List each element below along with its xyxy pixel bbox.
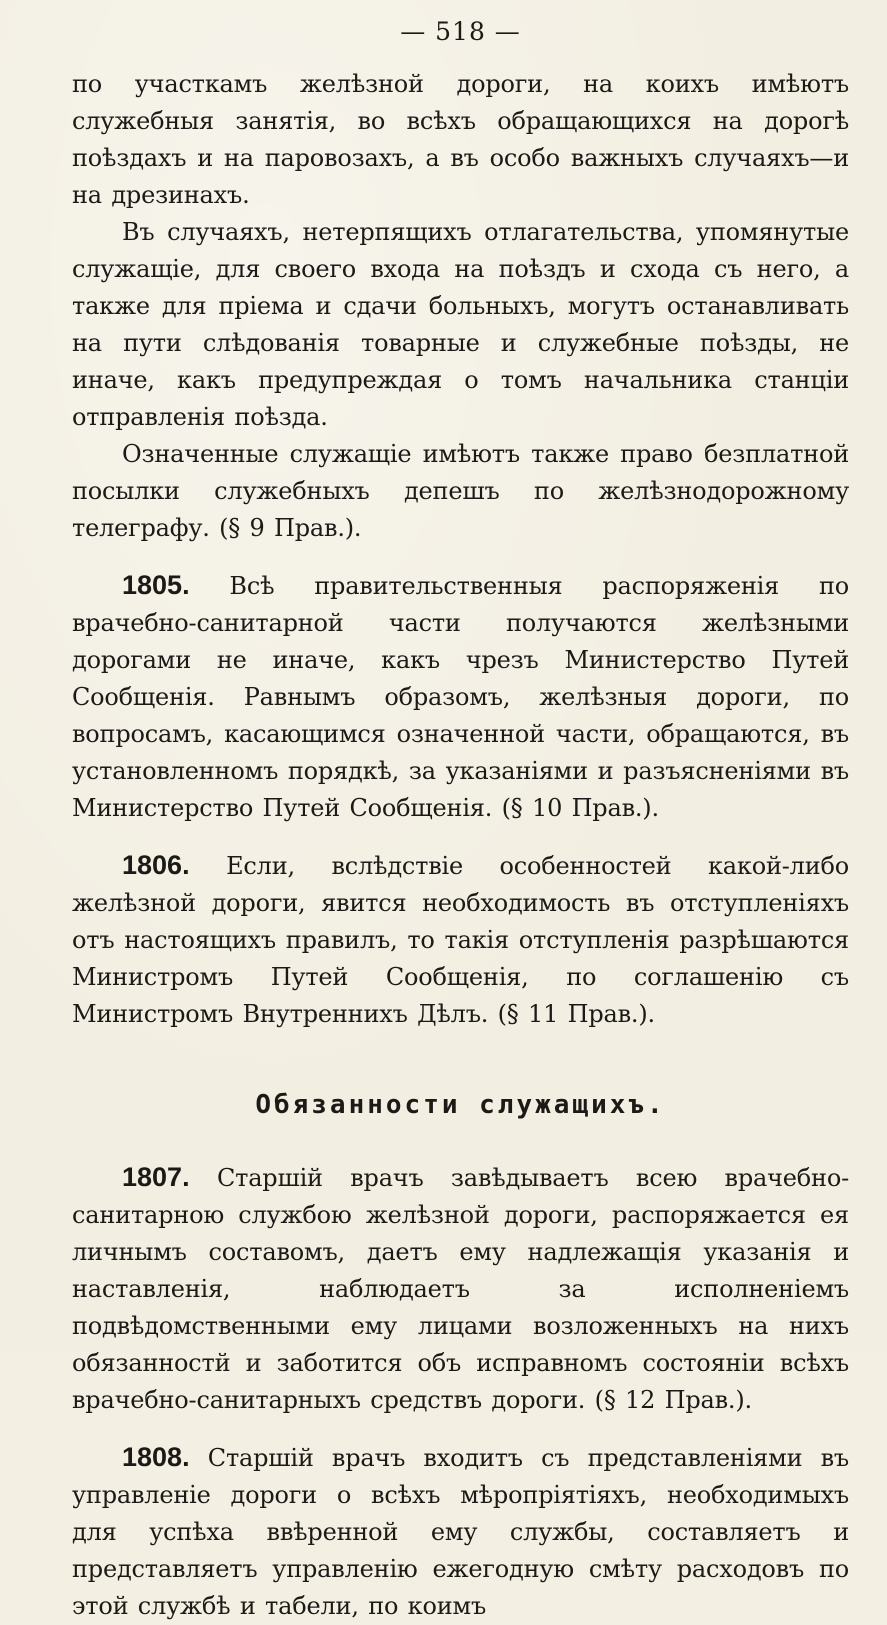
article-text: Старшій врачъ завѣдываетъ всею врачебно-санитарною службою желѣзной дороги, распоряжается ея личнымъ составомъ, даетъ ему надлежащія указанія и наставленія, наблюдаетъ за исполненіемъ подвѣдомственными ему лицами возложенныхъ на нихъ обязанностй и заботится объ исправномъ состояніи всѣхъ врачебно-санитарныхъ средствъ дороги. (§ 12 Прав.).	[72, 1164, 849, 1414]
article-number: 1805.	[122, 570, 190, 600]
paragraph-emergency-stops: Въ случаяхъ, нетерпящихъ отлагательства, упомянутые служащіе, для своего входа на поѣздъ и схода съ него, а также для пріема и сдачи больныхъ, могутъ останавливать на пути слѣдованія товарные и служебные поѣзды, не иначе, какъ предупреждая о томъ начальника станціи отправленія поѣзда.	[72, 218, 849, 431]
article-1807	[72, 1159, 849, 1419]
article-text: Всѣ правительственныя распоряженія по врачебно-санитарной части получаются желѣзными дорогами не иначе, какъ чрезъ Министерство Путей Сообщенія. Равнымъ образомъ, желѣзныя дороги, по вопросамъ, касающимся означенной части, обращаются, въ установленномъ порядкѣ, за указаніями и разъясненіями въ Министерство Путей Сообщенія. (§ 10 Прав.).	[72, 572, 849, 822]
article-number: 1807.	[122, 1162, 190, 1192]
article-text: Старшій врачъ входитъ съ представленіями въ управленіе дороги о всѣхъ мѣропріятіяхъ, необходимыхъ для успѣха ввѣренной ему службы, составляетъ и представляетъ управленію ежегодную смѣту расходовъ по этой службѣ и табели, по коимъ	[72, 1444, 849, 1620]
article-number: 1808.	[122, 1442, 190, 1472]
page-number: — 518 —	[400, 17, 521, 46]
paragraph-continuation: по участкамъ желѣзной дороги, на коихъ имѣютъ служебныя занятія, во всѣхъ обращающихся на дорогѣ поѣздахъ и на паровозахъ, а въ особо важныхъ случаяхъ—и на дрезинахъ.	[72, 70, 849, 209]
article-number: 1806.	[122, 850, 190, 880]
article-1808	[72, 1439, 849, 1625]
section-heading: Обязанности служащихъ.	[255, 1090, 666, 1120]
article-1805	[72, 567, 849, 827]
article-text: Если, вслѣдствіе особенностей какой-либо желѣзной дороги, явится необходимость въ отступленіяхъ отъ настоящихъ правилъ, то такія отступленія разрѣшаются Министромъ Путей Сообщенія, по соглашенію съ Министромъ Внутреннихъ Дѣлъ. (§ 11 Прав.).	[72, 852, 849, 1028]
paragraph-telegraph: Означенные служащіе имѣютъ также право безплатной посылки служебныхъ депешъ по желѣзнодорожному телеграфу. (§ 9 Прав.).	[72, 440, 849, 542]
article-1806	[72, 847, 849, 1033]
